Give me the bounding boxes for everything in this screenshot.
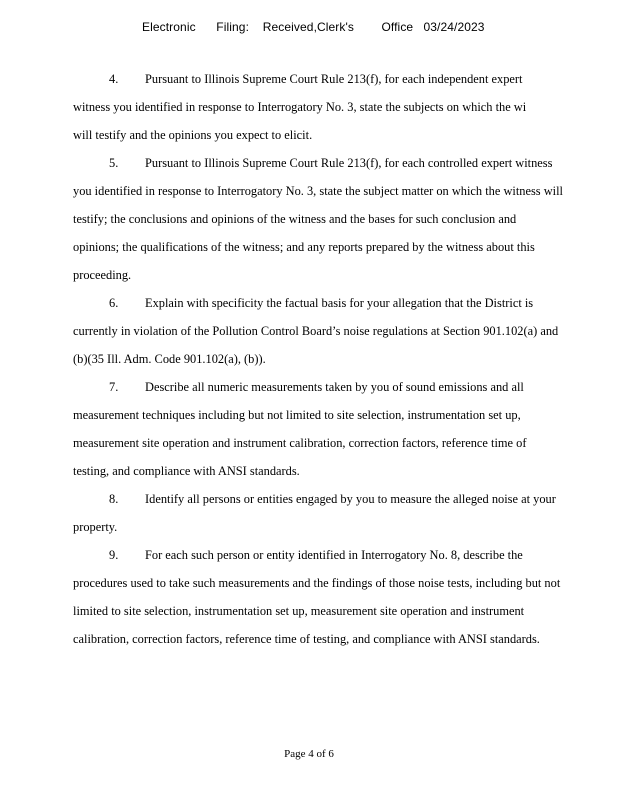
efiling-stamp-header: Electronic Filing: Received,Clerk's Office 03/24/2023	[142, 20, 485, 34]
paragraph-4-line-2: witness you identified in response to Interrogatory No. 3, state the subjects on which the wi	[73, 100, 527, 114]
paragraph-number: 6.	[109, 296, 119, 310]
paragraph-number: 9.	[109, 548, 119, 562]
paragraph-8-line-1	[73, 488, 607, 516]
paragraph-4-line-3: will testify and the opinions you expect to elicit.	[73, 128, 313, 142]
paragraph-5-line-2: you identified in response to Interrogatory No. 3, state the subject matter on which the witness will	[73, 184, 564, 198]
paragraph-9-line-4: calibration, correction factors, reference time of testing, and compliance with ANSI standards.	[73, 632, 540, 646]
paragraph-5-line-5: proceeding.	[73, 268, 132, 282]
paragraph-text: Pursuant to Illinois Supreme Court Rule 213(f), for each controlled expert witness	[145, 156, 553, 170]
paragraph-9-line-2: procedures used to take such measurements and the findings of those noise tests, including but not	[73, 576, 561, 590]
paragraph-text: Explain with specificity the factual basis for your allegation that the District is	[145, 296, 534, 310]
paragraph-7-line-1	[73, 376, 607, 404]
paragraph-7-line-3: measurement site operation and instrument calibration, correction factors, reference time of	[73, 436, 527, 450]
paragraph-4-line-1	[73, 68, 607, 96]
paragraph-8-line-2: property.	[73, 520, 118, 534]
paragraph-text: Identify all persons or entities engaged by you to measure the alleged noise at your	[145, 492, 556, 506]
paragraph-6-line-1	[73, 292, 607, 320]
paragraph-6-line-2: currently in violation of the Pollution Control Board’s noise regulations at Section 901.102(a) and	[73, 324, 559, 338]
paragraph-number: 8.	[109, 492, 119, 506]
paragraph-7-line-4: testing, and compliance with ANSI standards.	[73, 464, 300, 478]
paragraph-text: Describe all numeric measurements taken by you of sound emissions and all	[145, 380, 524, 394]
paragraph-7-line-2: measurement techniques including but not limited to site selection, instrumentation set up,	[73, 408, 521, 422]
paragraph-9-line-3: limited to site selection, instrumentation set up, measurement site operation and instrument	[73, 604, 525, 618]
paragraph-5-line-4: opinions; the qualifications of the witness; and any reports prepared by the witness about this	[73, 240, 535, 254]
paragraph-5-line-3: testify; the conclusions and opinions of the witness and the bases for such conclusion and	[73, 212, 517, 226]
paragraph-6-line-3: (b)(35 Ill. Adm. Code 901.102(a), (b)).	[73, 352, 266, 366]
paragraph-number: 5.	[109, 156, 119, 170]
paragraph-text: Pursuant to Illinois Supreme Court Rule 213(f), for each independent expert	[145, 72, 523, 86]
paragraph-number: 4.	[109, 72, 119, 86]
paragraph-5-line-1	[73, 152, 607, 180]
interrogatory-list	[73, 68, 607, 656]
paragraph-text: For each such person or entity identified in Interrogatory No. 8, describe the	[145, 548, 523, 562]
paragraph-9-line-1	[73, 544, 607, 572]
page-number-footer: Page 4 of 6	[284, 748, 334, 760]
paragraph-number: 7.	[109, 380, 119, 394]
